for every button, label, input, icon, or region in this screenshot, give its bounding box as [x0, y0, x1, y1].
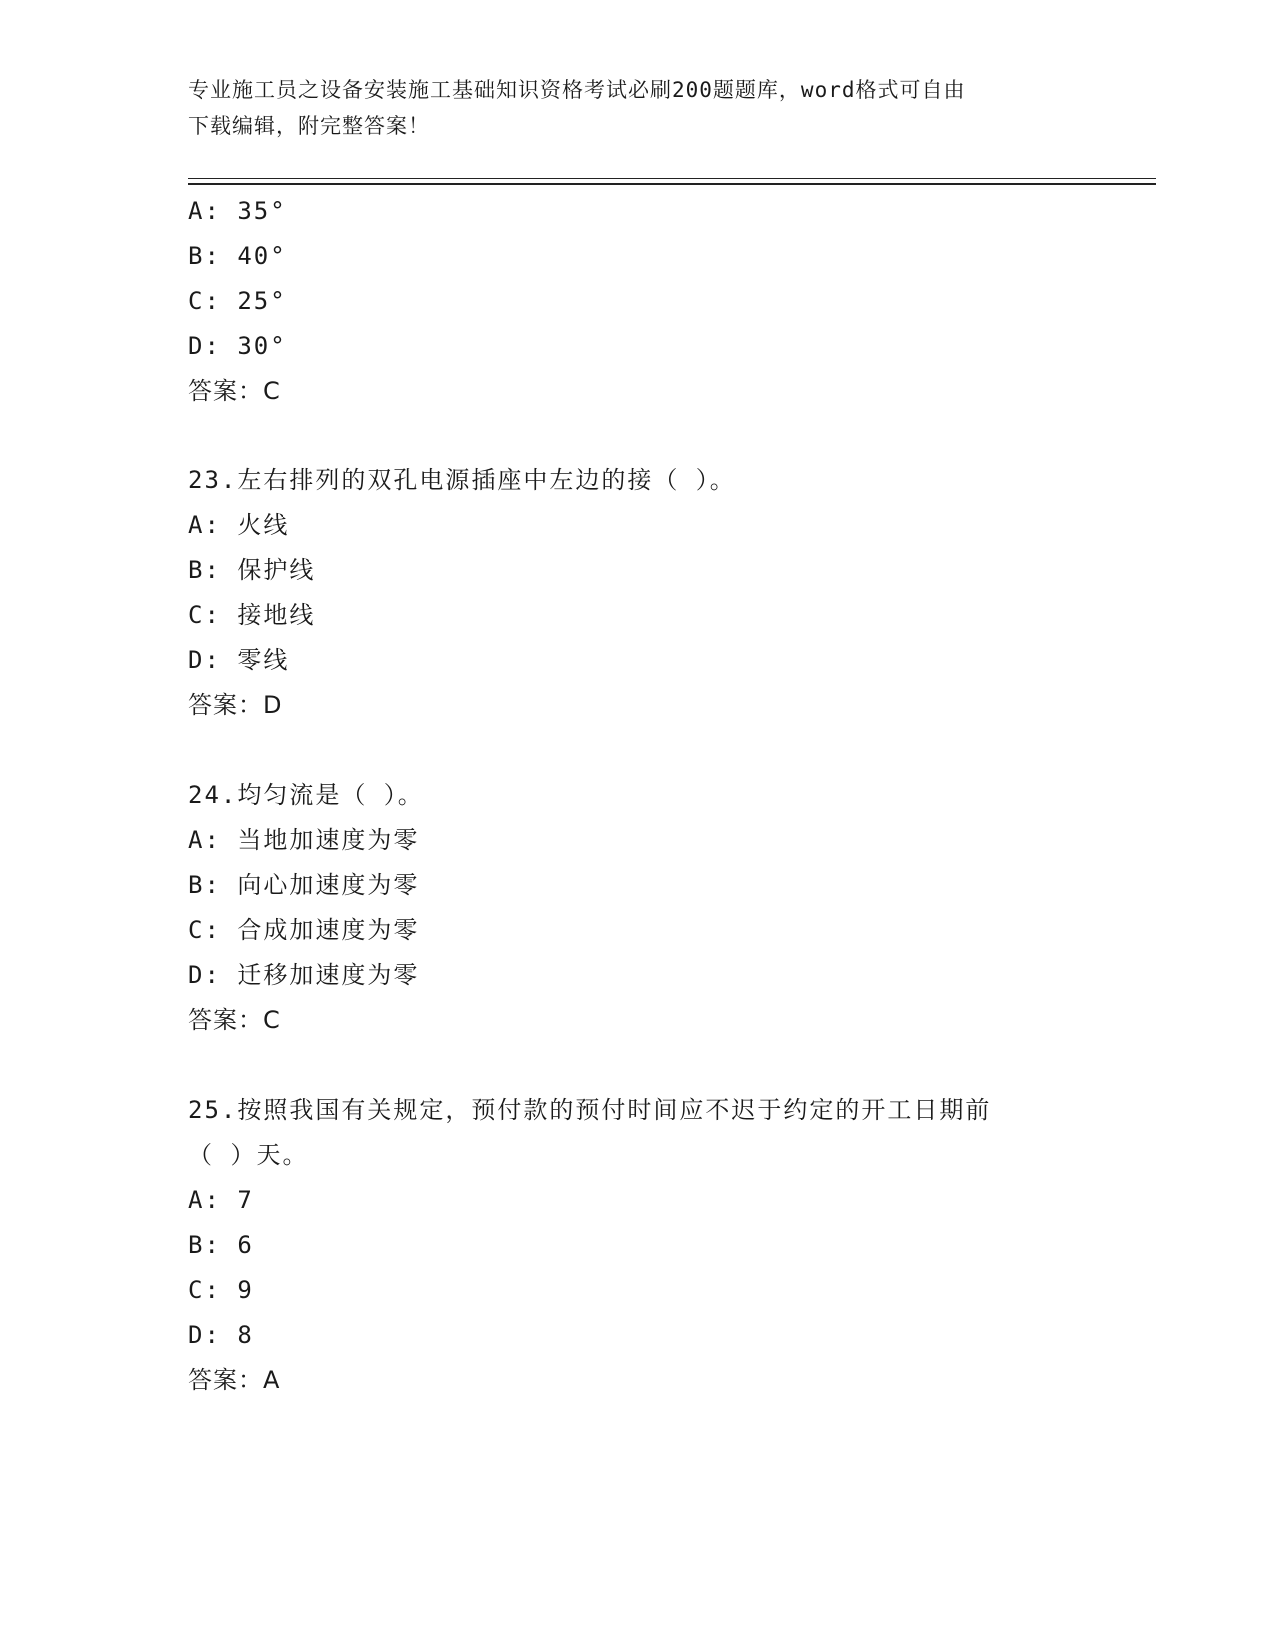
- header-title-line-2: 下载编辑，附完整答案！: [188, 114, 430, 138]
- header-divider-thin: [188, 178, 1156, 179]
- q22-option-c: C: 25°: [188, 287, 287, 315]
- q23-option-b: B: 保护线: [188, 556, 316, 584]
- header-divider-thick: [188, 183, 1156, 185]
- q24-option-a: A: 当地加速度为零: [188, 826, 420, 854]
- q23-answer: 答案：D: [188, 691, 283, 719]
- q24-option-b: B: 向心加速度为零: [188, 871, 420, 899]
- q22-option-d: D: 30°: [188, 332, 287, 360]
- q25-option-d: D: 8: [188, 1321, 254, 1349]
- q25-question-line-2: （ ）天。: [188, 1141, 309, 1169]
- q25-question-line-1: 25.按照我国有关规定，预付款的预付时间应不迟于约定的开工日期前: [188, 1096, 992, 1124]
- q22-answer: 答案：C: [188, 377, 281, 405]
- q24-answer: 答案：C: [188, 1006, 281, 1034]
- q24-option-d: D: 迁移加速度为零: [188, 961, 420, 989]
- q23-option-c: C: 接地线: [188, 601, 316, 629]
- q24-question: 24.均匀流是（ ）。: [188, 781, 424, 809]
- q25-option-c: C: 9: [188, 1276, 254, 1304]
- q23-option-d: D: 零线: [188, 646, 290, 674]
- q25-option-b: B: 6: [188, 1231, 254, 1259]
- q22-option-a: A: 35°: [188, 197, 287, 225]
- q24-option-c: C: 合成加速度为零: [188, 916, 420, 944]
- q22-option-b: B: 40°: [188, 242, 287, 270]
- q25-option-a: A: 7: [188, 1186, 254, 1214]
- q23-option-a: A: 火线: [188, 511, 290, 539]
- document-header: [188, 72, 1088, 144]
- q25-answer: 答案：A: [188, 1366, 281, 1394]
- header-title-line-1: 专业施工员之设备安装施工基础知识资格考试必刷200题题库，word格式可自由: [188, 78, 966, 102]
- q23-question: 23.左右排列的双孔电源插座中左边的接（ ）。: [188, 466, 736, 494]
